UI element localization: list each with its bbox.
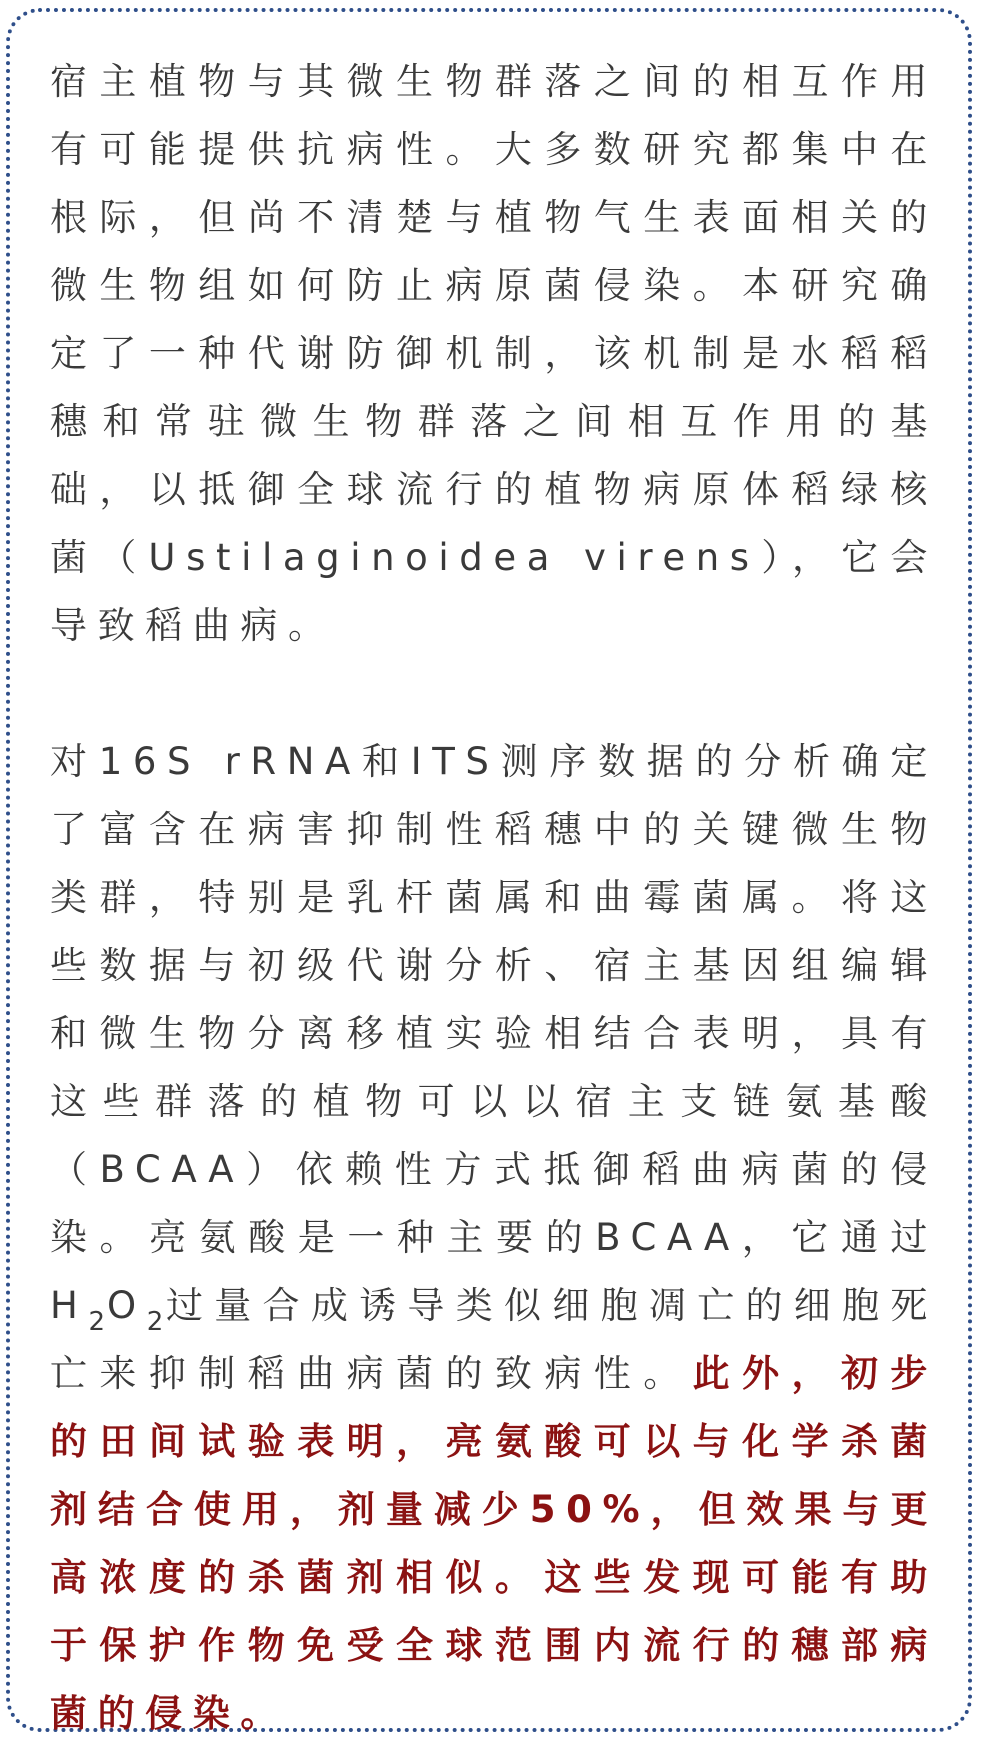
paragraph-2-o: O bbox=[106, 1284, 147, 1327]
paragraph-1: 宿主植物与其微生物群落之间的相互作用有可能提供抗病性。大多数研究都集中在根际，但尚不清楚与植物气生表面相关的微生物组如何防止病原菌侵染。本研究确定了一种代谢防御机制，该机制是水稻稻穗和常驻微生物群落之间相互作用的基础，以抵御全球流行的植物病原体稻绿核菌（Ustilaginoidea virens），它会导致稻曲病。 bbox=[50, 60, 938, 647]
subscript-2-first: 2 bbox=[88, 1307, 107, 1337]
paragraph-2-text-cont: 过量合成诱导类似细胞凋亡的细胞死亡来抑制稻曲病菌的致病性。 bbox=[50, 1284, 938, 1395]
article-body bbox=[50, 48, 938, 1748]
highlighted-conclusion: 此外，初步的田间试验表明，亮氨酸可以与化学杀菌剂结合使用，剂量减少50%，但效果与更高浓度的杀菌剂相似。这些发现可能有助于保护作物免受全球范围内流行的穗部病菌的侵染。 bbox=[50, 1352, 938, 1735]
paragraph-2 bbox=[50, 728, 938, 1748]
subscript-2-second: 2 bbox=[146, 1307, 166, 1337]
paragraph-2-text: 对16S rRNA和ITS测序数据的分析确定了富含在病害抑制性稻穗中的关键微生物类群，特别是乳杆菌属和曲霉菌属。将这些数据与初级代谢分析、宿主基因组编辑和微生物分离移植实验相结合表明，具有这些群落的植物可以以宿主支链氨基酸（BCAA）依赖性方式抵御稻曲病菌的侵染。亮氨酸是一种主要的BCAA，它通过H bbox=[50, 740, 938, 1327]
paragraph-spacer bbox=[50, 660, 938, 728]
